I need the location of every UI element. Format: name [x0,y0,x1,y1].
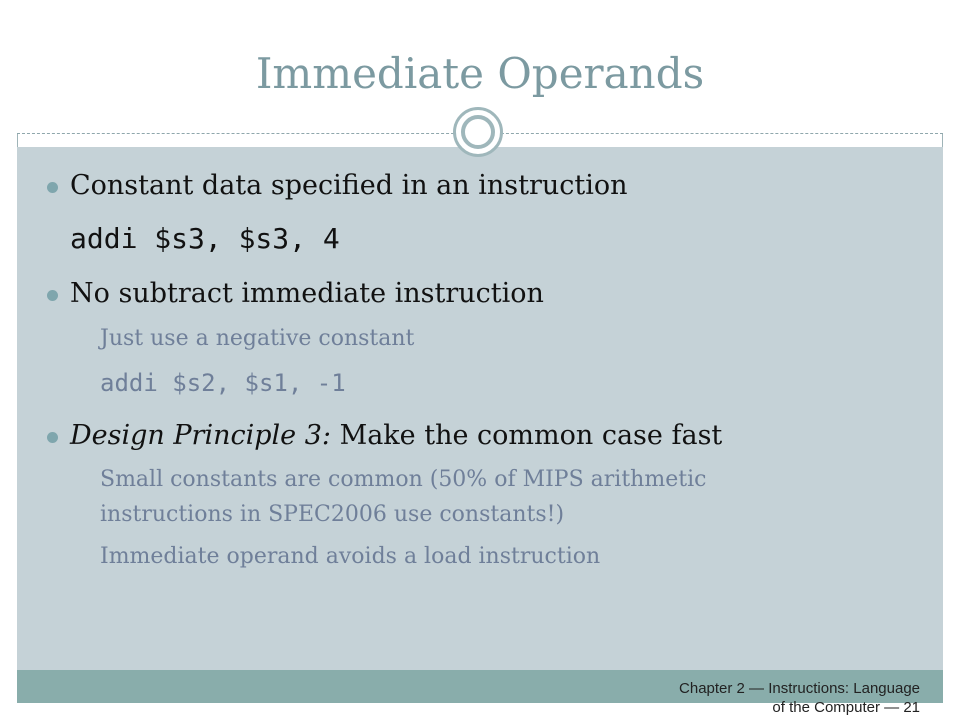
circle-ornament-inner [461,115,495,149]
principle-text: Make the common case fast [330,420,723,451]
code-line: addi $s3, $s3, 4 [70,222,340,255]
circle-ornament-icon [453,107,503,157]
footer-line-2: of the Computer — 21 [772,699,920,716]
slide-title: Immediate Operands [255,49,705,98]
sub-bullet-text-continued: instructions in SPEC2006 use constants!) [100,502,565,527]
code-line: addi $s2, $s1, -1 [100,369,346,397]
principle-label: Design Principle 3: [70,420,331,451]
footer-text [600,679,920,717]
bullet-dot-icon [47,182,58,193]
bullet-dot-icon [47,290,58,301]
bullet-dot-icon [47,432,58,443]
sub-bullet-text: Immediate operand avoids a load instruction [100,544,601,569]
footer-line-1: Chapter 2 — Instructions: Language [679,680,920,697]
sub-bullet-text: Small constants are common (50% of MIPS arithmetic [100,467,707,492]
bullet-text-principle [70,420,722,451]
bullet-text: Constant data specified in an instruction [70,170,628,201]
bullet-text: No subtract immediate instruction [70,278,544,309]
sub-bullet-text: Just use a negative constant [100,326,415,351]
